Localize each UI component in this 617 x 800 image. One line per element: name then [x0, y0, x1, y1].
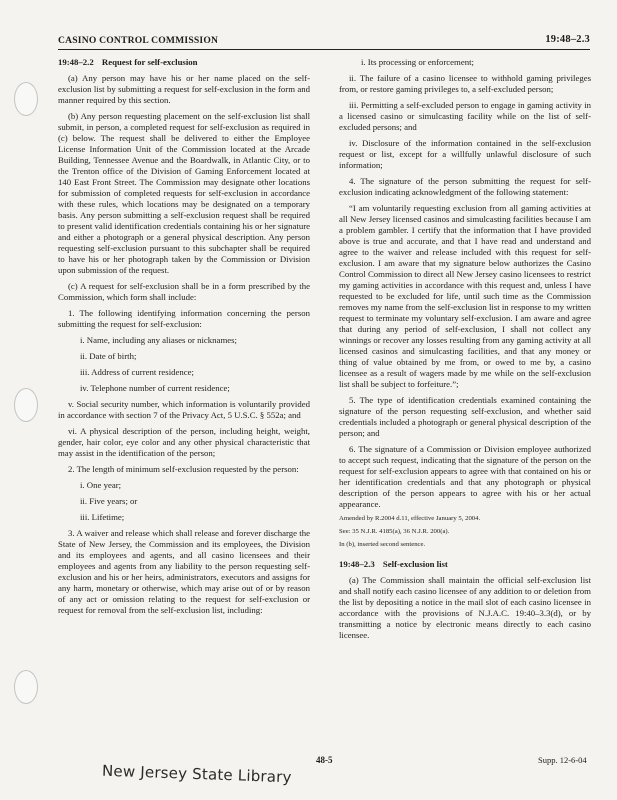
punch-hole [14, 82, 38, 116]
list-subitem: vi. A physical description of the person, including height, weight, gender, hair color, eye color and any other physical characteristic that may assist in the identification of the person; [58, 426, 310, 458]
paragraph-b: (b) Any person requesting placement on the self-exclusion list shall submit, in person, a completed request for self-exclusion as required in (c) below. The request shall be delivered to either the Employee License Information Unit of the Commission located at the Arcade Building, Tennessee Avenue and the Boardwalk, in Atlantic City, or to the Trenton office of the Division of Gaming Enforcement located at 140 East Front Street. The Commission may designate other locations for submission of completed requests for self-exclusion in accordance with these rules, which locations may be designated on a temporary basis. Any person submitting a self-exclusion request shall be required to present valid identification credentials containing his or her signature and either a photograph or a general physical description. Any person requesting self-exclusion pursuant to this subchapter shall be required to have his or her photograph taken by the Commission or Division upon submission of the request. [58, 111, 310, 275]
paragraph-c: (c) A request for self-exclusion shall be in a form prescribed by the Commission, which form shall include: [58, 281, 310, 302]
list-item-4: 4. The signature of the person submitting the request for self-exclusion indicating acknowledgment of the following statement: [339, 176, 591, 197]
list-subitem: iii. Permitting a self-excluded person to engage in gaming activity in a licensed casino or simulcasting facility while on the list of self-excluded persons; and [339, 100, 591, 132]
list-subitem: iii. Address of current residence; [80, 367, 194, 377]
list-subitem: iii. Lifetime; [80, 512, 125, 522]
list-subitem: ii. Five years; or [80, 496, 138, 506]
page-footer [0, 753, 617, 793]
list-subitem: v. Social security number, which information is voluntarily provided in accordance with section 7 of the Privacy Act, 5 U.S.C. § 552a; and [58, 399, 310, 420]
list-item-2: 2. The length of minimum self-exclusion requested by the person: [68, 464, 299, 474]
section-heading [339, 559, 591, 570]
list-item-1: 1. The following identifying information concerning the person submitting the request for self-exclusion: [58, 308, 310, 329]
page-header [58, 33, 590, 50]
header-title: CASINO CONTROL COMMISSION [58, 35, 219, 46]
amendment-line: See: 35 N.J.R. 4185(a), 36 N.J.R. 200(a). [339, 528, 450, 535]
list-subitem: ii. The failure of a casino licensee to withhold gaming privileges from, or restore gaming privileges to, a self-excluded person; [339, 73, 591, 94]
list-item-6: 6. The signature of a Commission or Division employee authorized to accept such request, indicating that the signature of the person on the request for self-exclusion appears to agree with that contained on his or her identification credentials and that any photograph or physical description of the person appears to agree with his or her actual appearance. [339, 444, 591, 509]
list-subitem: i. Name, including any aliases or nicknames; [80, 335, 237, 345]
section-number: 19:48–2.2 [58, 57, 94, 67]
section-number: 19:48–2.3 [339, 559, 375, 569]
right-column [339, 57, 591, 646]
list-subitem: i. One year; [80, 480, 122, 490]
amendment-note [339, 515, 591, 549]
list-item-5: 5. The type of identification credentials examined containing the signature of the person requesting self-exclusion, and whether said credentials included a photograph or general physical description of the person; and [339, 395, 591, 438]
supplement-date: Supp. 12-6-04 [538, 755, 587, 765]
punch-hole [14, 388, 38, 422]
page-number: 48-5 [316, 755, 333, 765]
list-item-3: 3. A waiver and release which shall release and forever discharge the State of New Jersey, the Commission and its employees, the Division and its employees and agents, and all casino licensees and their employees and agents from any liability to the person requesting self-exclusion and his or her heirs, administrators, executors and assigns for any harm, monetary or otherwise, which may arise out of or by reason of any act or omission relating to the request for self-exclusion or request for removal from the self-exclusion list, including: [58, 528, 310, 615]
list-subitem: i. Its processing or enforcement; [361, 57, 474, 67]
punch-hole [14, 670, 38, 704]
paragraph-a: (a) Any person may have his or her name placed on the self-exclusion list by submitting a request for self-exclusion in the form and manner required by this section. [58, 73, 310, 105]
left-column [58, 57, 310, 621]
list-subitem: iv. Disclosure of the information contained in the self-exclusion request or list, except for a willfully unlawful disclosure of such information; [339, 138, 591, 170]
header-section-number: 19:48–2.3 [545, 34, 590, 45]
section-title: Self-exclusion list [382, 559, 448, 569]
section-title: Request for self-exclusion [101, 57, 198, 67]
paragraph-a: (a) The Commission shall maintain the official self-exclusion list and shall notify each casino licensee of any addition to or deletion from the list by depositing a notice in the mail slot of each casino licensee in accordance with the provisions of N.J.A.C. 19:40–3.3(d), or by transmitting a notice by electronic means directly to each casino licensee. [339, 575, 591, 640]
amendment-line: In (b), inserted second sentence. [339, 541, 426, 548]
list-subitem: iv. Telephone number of current residence; [80, 383, 230, 393]
section-heading [58, 57, 310, 68]
list-subitem: ii. Date of birth; [80, 351, 137, 361]
acknowledgment-quote: “I am voluntarily requesting exclusion from all gaming activities at all New Jersey licensed casinos and simulcasting facilities because I am a problem gambler. I certify that the information that I have provided above is true and accurate, and that I have read and understand and agree to the waiver and release included with this request for self-exclusion. I am aware that my signature below authorizes the Casino Control Commission to direct all New Jersey casino licensees to restrict my gaming activities in accordance with this request and, unless I have requested to be excluded for life, until such time as the Commission removes my name from the self-exclusion list in response to my written request to terminate my voluntary self-exclusion. I am aware and agree that during any period of self-exclusion, I shall not collect any winnings or recover any losses resulting from any gaming activity at all licensed casinos and simulcasting facilities, and that any money or thing of value obtained by me from, or owed to me by, a casino licensee as a result of wagers made by me while on the self-exclusion list shall be subject to forfeiture.”; [339, 203, 591, 389]
library-stamp: New Jersey State Library [101, 761, 292, 787]
amendment-line: Amended by R.2004 d.11, effective January 5, 2004. [339, 515, 481, 522]
